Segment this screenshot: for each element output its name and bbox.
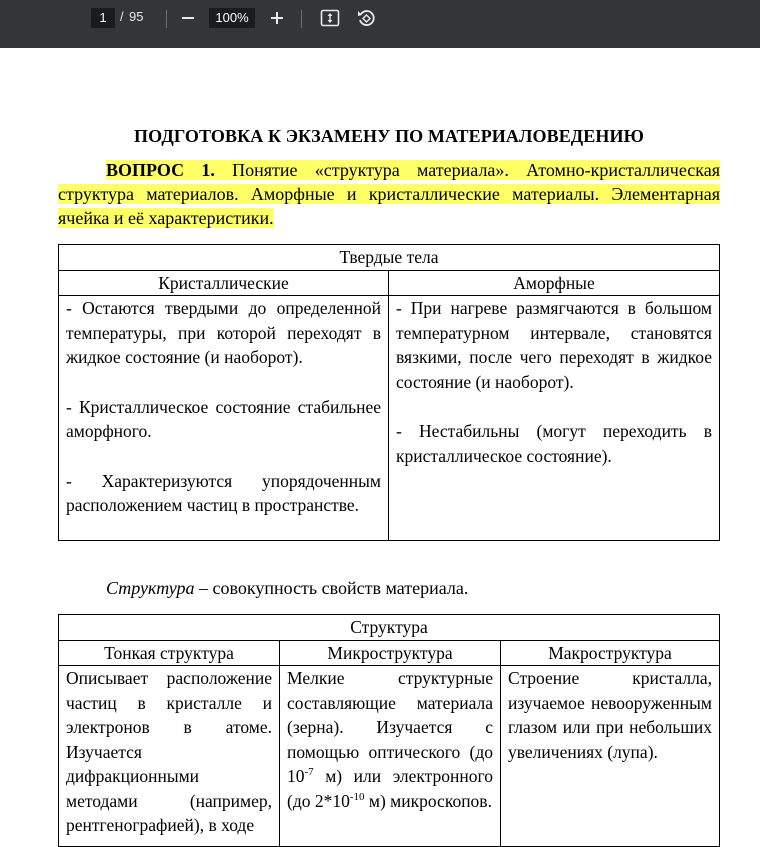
fine-structure-text: Описывает расположение частиц в кристалле и электронов в атоме. Изучается дифракционными методами (например, рентгенографией), в ходе [66, 668, 272, 835]
document-page [0, 48, 760, 835]
crystal-column-header: Кристаллические [59, 270, 389, 296]
microstructure-cell [280, 666, 501, 847]
macrostructure-cell [501, 666, 720, 847]
rotate-icon [356, 8, 376, 28]
exponent: -7 [304, 766, 314, 779]
solids-table [58, 244, 720, 541]
crystal-item: - Остаются твердыми до определенной температуры, при которой переходят в жидкое состояние (и наоборот). [66, 298, 381, 367]
question-text: Понятие «структура материала». Атомно-кристаллическая структура материалов. Аморфные и кристаллические материалы. Элементарная ячейка и её характеристики. [58, 160, 720, 228]
question-label: ВОПРОС 1. [106, 160, 215, 180]
amorphous-column-header: Аморфные [389, 270, 720, 296]
fine-structure-cell [59, 666, 280, 847]
structure-table [58, 614, 720, 847]
zoom-level-input[interactable]: 100% [209, 8, 255, 28]
zoom-in-icon [270, 11, 284, 25]
structure-table-header: Структура [59, 615, 720, 641]
toolbar-divider [301, 10, 302, 28]
microstructure-header: Микроструктура [280, 640, 501, 666]
macrostructure-header: Макроструктура [501, 640, 720, 666]
page-separator: / [120, 9, 124, 24]
fine-structure-header: Тонкая структура [59, 640, 280, 666]
amorphous-properties-cell [389, 296, 720, 541]
exponent: -10 [349, 790, 365, 803]
amorphous-item: - При нагреве размягчаются в большом температурном интервале, становятся вязкими, после чего переходят в жидкое состояние (и наоборот). [396, 298, 712, 392]
crystal-item: - Характеризуются упорядоченным расположением частиц в пространстве. [66, 470, 381, 515]
pdf-toolbar [0, 0, 760, 48]
definition-text: – совокупность свойств материала. [194, 578, 469, 598]
document-title: ПОДГОТОВКА К ЭКЗАМЕНУ ПО МАТЕРИАЛОВЕДЕНИЮ [134, 126, 644, 146]
toolbar-divider [166, 10, 167, 28]
question-paragraph [58, 158, 720, 230]
crystal-properties-cell [59, 296, 389, 541]
solids-table-header: Твердые тела [59, 245, 720, 271]
page-number-input[interactable]: 1 [91, 8, 115, 28]
rotate-button[interactable] [354, 6, 378, 30]
microstructure-text: Мелкие структурные составляющие материала (зерна). Изучается с помощью оптического (до $10^{-7}$ м) или электронного (до $2*10^{-10}$ м) микроскопов. [287, 668, 493, 811]
amorphous-item: - Нестабильны (могут переходить в кристаллическое состояние). [396, 421, 712, 466]
definition-term: Структура [106, 578, 195, 598]
fit-page-button[interactable] [318, 6, 342, 30]
fit-page-icon [320, 9, 340, 27]
structure-definition [106, 578, 468, 599]
crystal-item: - Кристаллическое состояние стабильнее аморфного. [66, 396, 381, 441]
zoom-in-button[interactable] [265, 6, 289, 30]
zoom-out-icon [181, 11, 195, 25]
macrostructure-text: Строение кристалла, изучаемое невооруженным глазом или при небольших увеличениях (лупа). [508, 668, 712, 762]
zoom-out-button[interactable] [176, 6, 200, 30]
total-pages: 95 [129, 9, 144, 24]
